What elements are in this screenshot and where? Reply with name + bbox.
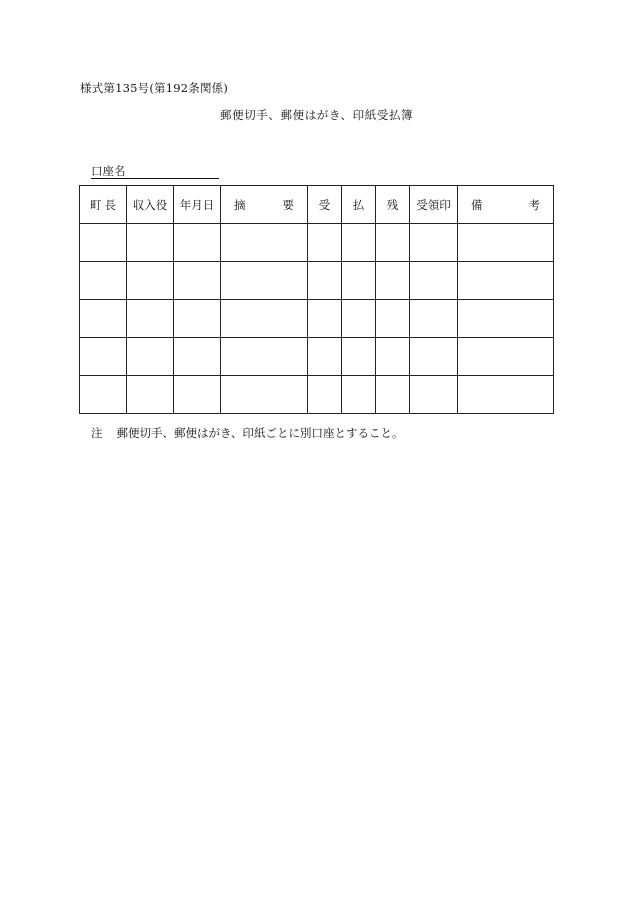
table-row — [80, 262, 554, 300]
table-cell-pay — [342, 224, 376, 262]
table-cell-receipt-seal — [410, 262, 458, 300]
table-cell-remarks — [458, 376, 554, 414]
header-town-chief-char-2: 長 — [104, 197, 116, 212]
footnote-mark: 注 — [91, 426, 103, 440]
header-date: 年月日 — [174, 186, 221, 224]
table-cell-balance — [376, 262, 410, 300]
table-cell-summary — [221, 376, 308, 414]
table-cell-town-chief — [80, 338, 127, 376]
table-row — [80, 300, 554, 338]
table-cell-date — [174, 262, 221, 300]
header-balance: 残 — [376, 186, 410, 224]
table-cell-summary — [221, 262, 308, 300]
table-cell-town-chief — [80, 224, 127, 262]
header-summary-char-1: 摘 — [234, 197, 246, 212]
table-cell-town-chief — [80, 376, 127, 414]
document-title: 郵便切手、郵便はがき、印紙受払簿 — [220, 108, 414, 122]
table-cell-receiver — [127, 262, 174, 300]
account-name-line — [91, 165, 219, 179]
table-row — [80, 224, 554, 262]
header-summary — [221, 186, 308, 224]
table-cell-receipt-seal — [410, 376, 458, 414]
table-cell-pay — [342, 300, 376, 338]
table-cell-receive — [308, 262, 342, 300]
table-cell-town-chief — [80, 262, 127, 300]
header-receiver: 収入役 — [127, 186, 174, 224]
table-row — [80, 376, 554, 414]
table-cell-remarks — [458, 262, 554, 300]
table-cell-receive — [308, 338, 342, 376]
table-cell-receiver — [127, 338, 174, 376]
footnote — [91, 425, 404, 441]
ledger-body — [80, 224, 554, 414]
table-row — [80, 338, 554, 376]
header-town-chief-char-1: 町 — [90, 197, 102, 212]
table-cell-remarks — [458, 224, 554, 262]
table-cell-receipt-seal — [410, 300, 458, 338]
form-number: 様式第135号(第192条関係) — [80, 81, 229, 95]
table-cell-balance — [376, 300, 410, 338]
table-cell-pay — [342, 376, 376, 414]
table-cell-date — [174, 300, 221, 338]
table-cell-balance — [376, 338, 410, 376]
header-remarks — [458, 186, 554, 224]
header-remarks-char-1: 備 — [471, 197, 483, 212]
table-cell-receive — [308, 376, 342, 414]
account-name-blank — [126, 166, 219, 179]
table-cell-summary — [221, 224, 308, 262]
table-header-row — [80, 186, 554, 224]
table-cell-remarks — [458, 300, 554, 338]
table-cell-pay — [342, 338, 376, 376]
header-town-chief — [80, 186, 127, 224]
header-receipt-seal: 受領印 — [410, 186, 458, 224]
header-pay: 払 — [342, 186, 376, 224]
footnote-text: 郵便切手、郵便はがき、印紙ごとに別口座とすること。 — [116, 426, 404, 440]
header-remarks-char-2: 考 — [528, 197, 540, 212]
header-receive: 受 — [308, 186, 342, 224]
table-cell-summary — [221, 300, 308, 338]
table-cell-receiver — [127, 376, 174, 414]
table-cell-date — [174, 376, 221, 414]
header-summary-char-2: 要 — [282, 197, 294, 212]
account-name-label: 口座名 — [91, 164, 126, 178]
table-cell-balance — [376, 224, 410, 262]
table-cell-receiver — [127, 300, 174, 338]
table-cell-summary — [221, 338, 308, 376]
table-cell-pay — [342, 262, 376, 300]
table-cell-date — [174, 338, 221, 376]
table-cell-receive — [308, 300, 342, 338]
table-cell-receipt-seal — [410, 224, 458, 262]
table-cell-receiver — [127, 224, 174, 262]
table-cell-balance — [376, 376, 410, 414]
table-cell-remarks — [458, 338, 554, 376]
table-cell-date — [174, 224, 221, 262]
table-cell-receipt-seal — [410, 338, 458, 376]
table-cell-town-chief — [80, 300, 127, 338]
table-cell-receive — [308, 224, 342, 262]
ledger-table — [79, 185, 554, 414]
